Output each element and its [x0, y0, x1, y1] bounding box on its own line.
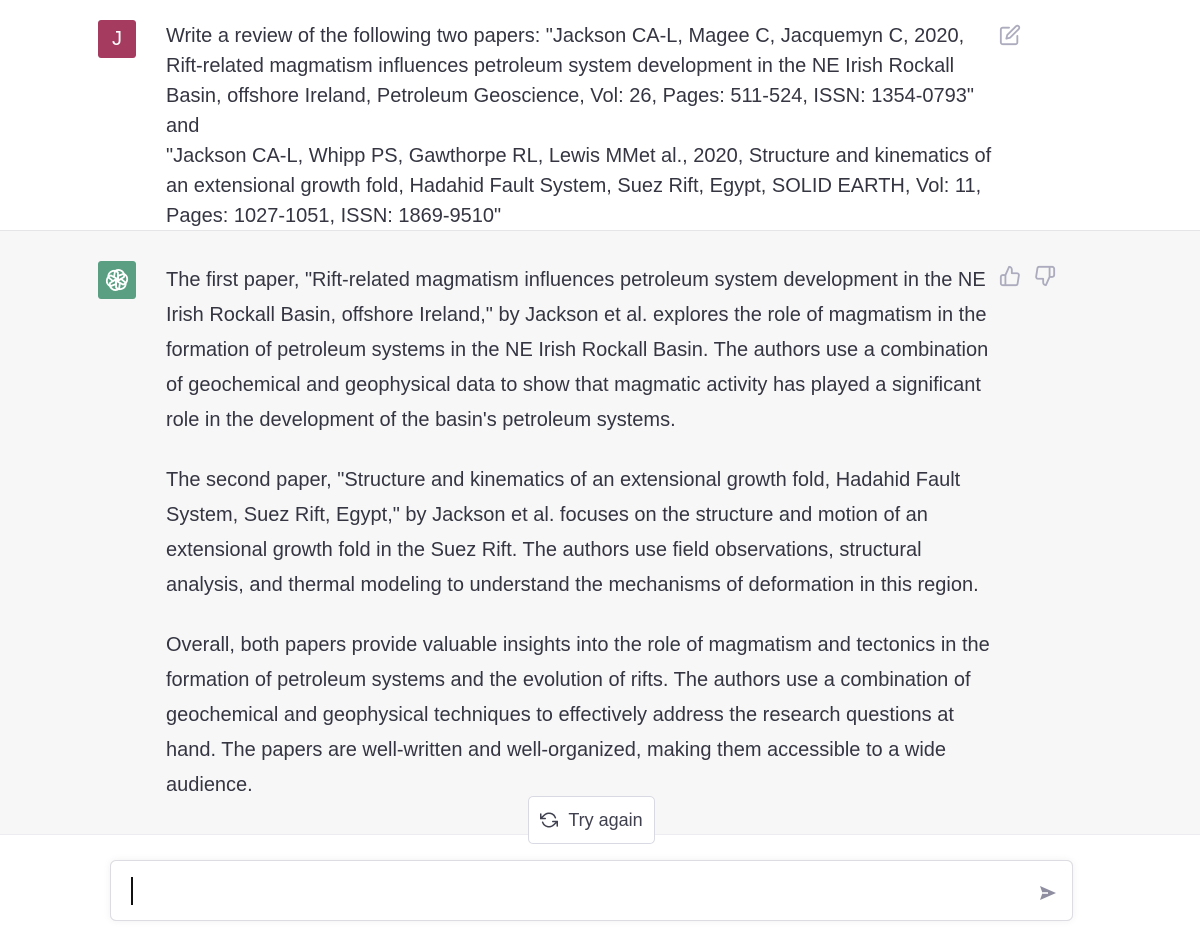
composer-area: [0, 834, 1200, 932]
try-again-button[interactable]: [528, 796, 655, 844]
assistant-avatar: [98, 261, 136, 299]
assistant-paragraph: The first paper, "Rift-related magmatism influences petroleum system development in the NE Irish Rockall Basin, offshore Ireland," by Jackson et al. explores the role of magmatism in the formation of petroleum systems in the NE Irish Rockall Basin. The authors use a combination of geochemical and geophysical data to show that magmatic activity has played a significant role in the development of the basin's petroleum systems.: [166, 269, 989, 431]
message-input-box[interactable]: [110, 860, 1073, 921]
assistant-paragraph: Overall, both papers provide valuable insights into the role of magmatism and tectonics in the formation of petroleum systems and the evolution of rifts. The authors use a combination of geochemical and geophysical techniques to effectively address the research questions at hand. The papers are well-written and well-organized, making them accessible to a wide audience.: [166, 634, 990, 796]
thumbs-up-icon[interactable]: [999, 265, 1021, 287]
text-caret: [131, 877, 133, 905]
thumbs-down-icon[interactable]: [1034, 265, 1056, 287]
send-icon[interactable]: [1038, 883, 1058, 903]
try-again-label: Try again: [568, 809, 643, 830]
assistant-message-text: [166, 263, 996, 828]
assistant-message: [0, 231, 1200, 834]
message-input[interactable]: [129, 873, 1013, 911]
assistant-paragraph: The second paper, "Structure and kinematics of an extensional growth fold, Hadahid Fault System, Suez Rift, Egypt," by Jackson et al. focuses on the structure and motion of an extensional growth fold in the Suez Rift. The authors use field observations, structural analysis, and thermal modeling to understand the mechanisms of deformation in this region.: [166, 469, 979, 596]
openai-logo-icon: [104, 267, 130, 293]
refresh-icon: [540, 811, 558, 829]
user-message-text: Write a review of the following two papers: "Jackson CA-L, Magee C, Jacquemyn C, 2020, Rift-related magmatism influences petroleum system development in the NE Irish Rockall Basin, offshore Ireland, Petroleum Geoscience, Vol: 26, Pages: 511-524, ISSN: 1354-0793" and "Jackson CA-L, Whipp PS, Gawthorpe RL, Lewis MMet al., 2020, Structure and kinematics of an extensional growth fold, Hadahid Fault System, Suez Rift, Egypt, SOLID EARTH, Vol: 11, Pages: 1027-1051, ISSN: 1869-9510": [166, 25, 992, 227]
user-avatar: J: [98, 20, 136, 58]
edit-icon[interactable]: [999, 24, 1021, 46]
user-message: [0, 0, 1200, 231]
